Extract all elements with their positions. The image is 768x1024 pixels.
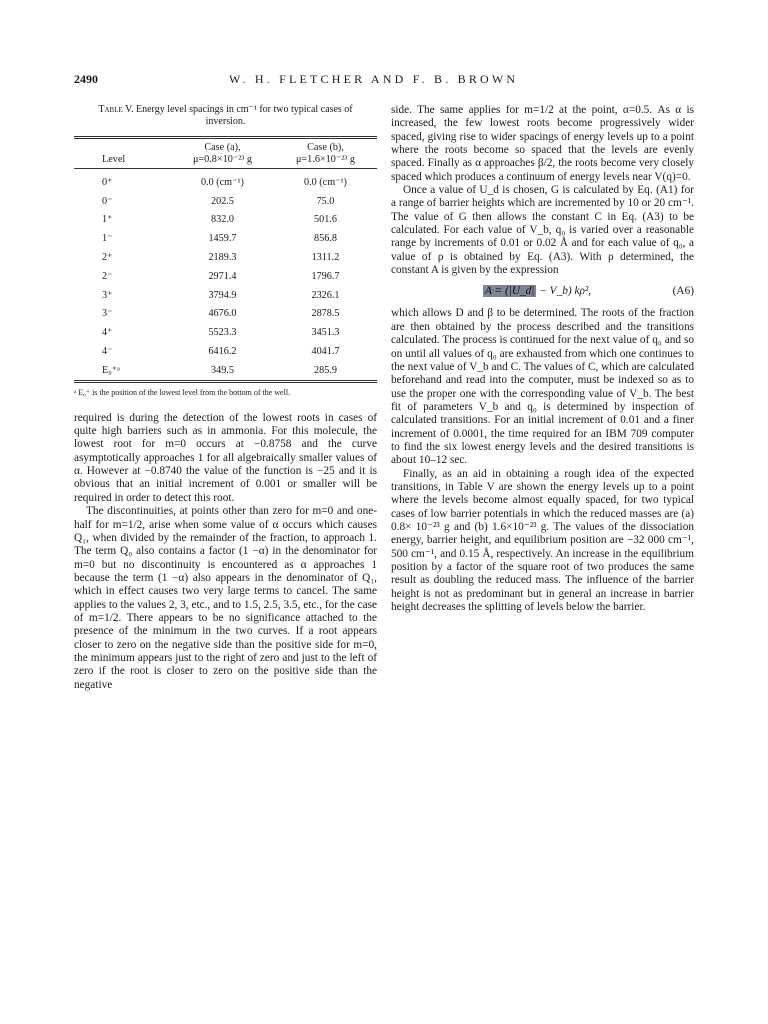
table-caption-label: Table V. (98, 104, 134, 115)
cell-case-b: 1796.7 (311, 270, 340, 282)
table-row (74, 267, 377, 286)
cell-level: 3⁺ (102, 289, 113, 301)
paragraph: which allows D and β to be determined. The roots of the fraction are then obtained by the process described and the transitions calculated. The process is continued for the next value of q₀ and so on until all values of q₀ are exhausted from which one continues to the next value of V_b and C. The values of C, which are calculated beforehand and read into the computer, must be indexed so as to use the proper one with the corresponding value of V_b. The best fit of parameters V_b and q₀ is determined by inspection of calculated transitions. For an initial increment of 0.01 and a finer increment of 0.0001, the time required for an IBM 709 computer to find the six lowest energy levels and the desired transitions is about 10–12 sec. (391, 307, 694, 467)
table-row (74, 169, 377, 192)
cell-case-b: 2326.1 (311, 289, 340, 301)
cell-case-b: 501.6 (314, 214, 337, 226)
equation-number: (A6) (672, 285, 694, 298)
cell-case-b: 75.0 (316, 195, 335, 207)
table-row (74, 286, 377, 305)
table-footnote: ᵃ E₀⁺ is the position of the lowest level from the bottom of the well. (74, 387, 291, 397)
running-head: W. H. FLETCHER AND F. B. BROWN (229, 72, 519, 86)
cell-case-b: 1311.2 (311, 251, 340, 263)
cell-level: E₀⁺ᵃ (102, 364, 120, 376)
page-number: 2490 (74, 72, 98, 86)
cell-level: 1⁻ (102, 233, 113, 245)
cell-case-a: 2971.4 (208, 270, 237, 282)
left-body-text (74, 412, 377, 692)
cell-level: 0⁻ (102, 195, 113, 207)
table-caption-text: Energy level spacings in cm⁻¹ for two typical cases of inversion. (136, 104, 353, 127)
cell-case-a: 3794.9 (208, 289, 237, 301)
paragraph: Once a value of U_d is chosen, G is calculated by Eq. (A1) for a range of barrier heights which are incremented by 10 or 20 cm⁻¹. The value of G then allows the constant C in Eq. (A3) to be calculated. For each value of V_b, q₀ is varied over a reasonable range by increments of 0.01 or 0.02 Å and for each value of q₀, a value of ρ is obtained by Eq. (A3). With ρ determined, the constant A is given by the expression (391, 184, 694, 277)
equation-rest: − V_b) kρ², (536, 285, 592, 298)
cell-case-a: 6416.2 (208, 345, 237, 357)
cell-case-a: 0.0 (cm⁻¹) (200, 176, 244, 188)
table-caption (96, 104, 355, 128)
equation-body (483, 285, 591, 298)
table-row (74, 361, 377, 381)
right-column (391, 104, 694, 614)
cell-level: 1⁺ (102, 214, 113, 226)
table-header-row (74, 138, 377, 169)
cell-case-a: 1459.7 (208, 233, 237, 245)
cell-case-b: 4041.7 (311, 345, 340, 357)
paragraph: Finally, as an aid in obtaining a rough idea of the expected transitions, in Table V are shown the energy levels up to a point where the levels become almost equally spaced, for two typical cases of low barrier potentials in which the reduced masses are (a) 0.8× 10⁻²³ g and (b) 1.6×10⁻²³ g. The values of the dissociation energy, barrier height, and equilibrium position are −32 000 cm⁻¹, 500 cm⁻¹, and 0.15 Å, respectively. An increase in the equilibrium position by a factor of the square root of two produces the same result as doubling the reduced mass. The influence of the barrier height is not as predominant but in general an increase in barrier height decreases the splitting of levels below the barrier. (391, 467, 694, 614)
table-row (74, 323, 377, 342)
cell-level: 2⁻ (102, 270, 113, 282)
table-row (74, 305, 377, 324)
header-case-b-line1: Case (b), (307, 142, 344, 153)
header-level: Level (102, 153, 126, 165)
cell-case-b: 2878.5 (311, 308, 340, 320)
cell-case-b: 856.8 (314, 233, 337, 245)
table-row (74, 342, 377, 361)
paragraph: The discontinuities, at points other than zero for m=0 and one-half for m=1/2, arise when some value of α occurs which causes Q₁, when divided by the remainder of the fraction, to approach 1. The term Q₀ also contains a factor (1 −α) in the denominator for m=0 but no discontinuity is encountered as α approaches 1 because the term (1 −α) also appears in the denominator of Q₁, which in effect causes two very large terms to cancel. The same applies to the values 2, 3, etc., and to 1.5, 2.5, 3.5, etc., for the case of m=1/2. There appears to be no significance attached to the presence of the minimum in the two curves. If a root appears closer to zero on the negative side than the positive side for m=0, the minimum appears just to the right of zero and just to the left of zero if the root is closer to zero on the positive side than the negative (74, 505, 377, 691)
cell-case-a: 5523.3 (208, 327, 237, 339)
cell-case-a: 349.5 (211, 364, 234, 376)
equation-highlight[interactable]: A = (|U_d| (485, 285, 535, 298)
page-header (74, 72, 694, 90)
equation-a6 (391, 281, 694, 303)
cell-case-b: 0.0 (cm⁻¹) (304, 176, 347, 188)
table-row (74, 248, 377, 267)
cell-level: 4⁻ (102, 345, 113, 357)
cell-level: 0⁺ (102, 176, 113, 188)
cell-case-a: 832.0 (211, 214, 234, 226)
header-case-a (171, 138, 274, 169)
table-row (74, 192, 377, 211)
left-column (74, 104, 377, 692)
header-case-a-line2: μ=0.8×10⁻²³ g (192, 153, 252, 165)
cell-level: 4⁺ (102, 327, 113, 339)
cell-level: 2⁺ (102, 251, 113, 263)
paragraph: required is during the detection of the lowest roots in cases of quite high barriers such as in ammonia. For this molecule, the lowest root for m=0 occurs at −0.8758 and the curve asymptotically approaches 1 for all algebraically smaller values of α. However at −0.8740 the value of the function is −25 and it is obvious that an initial increment of 0.001 or smaller will be required in order to detect this root. (74, 411, 377, 504)
table-row (74, 229, 377, 248)
header-case-b-line2: μ=1.6×10⁻²³ g (295, 153, 355, 165)
cell-level: 3⁻ (102, 308, 113, 320)
table-row (74, 211, 377, 230)
header-case-a-line1: Case (a), (204, 142, 241, 153)
cell-case-a: 202.5 (211, 195, 234, 207)
header-case-b (274, 138, 377, 169)
cell-case-a: 4676.0 (208, 308, 237, 320)
cell-case-b: 3451.3 (311, 327, 340, 339)
cell-case-b: 285.9 (314, 364, 337, 376)
paragraph: side. The same applies for m=1/2 at the point, α=0.5. As α is increased, the few lowest roots become progressively wider spaced, giving rise to wider spacings of energy levels up to a point where the roots become so spaced that the levels are evenly spaced. Finally as α approaches β/2, the roots become very closely spaced which produces a continuum of energy levels near V(q)=0. (391, 104, 694, 183)
cell-case-a: 2189.3 (208, 251, 237, 263)
energy-level-table (74, 136, 377, 383)
